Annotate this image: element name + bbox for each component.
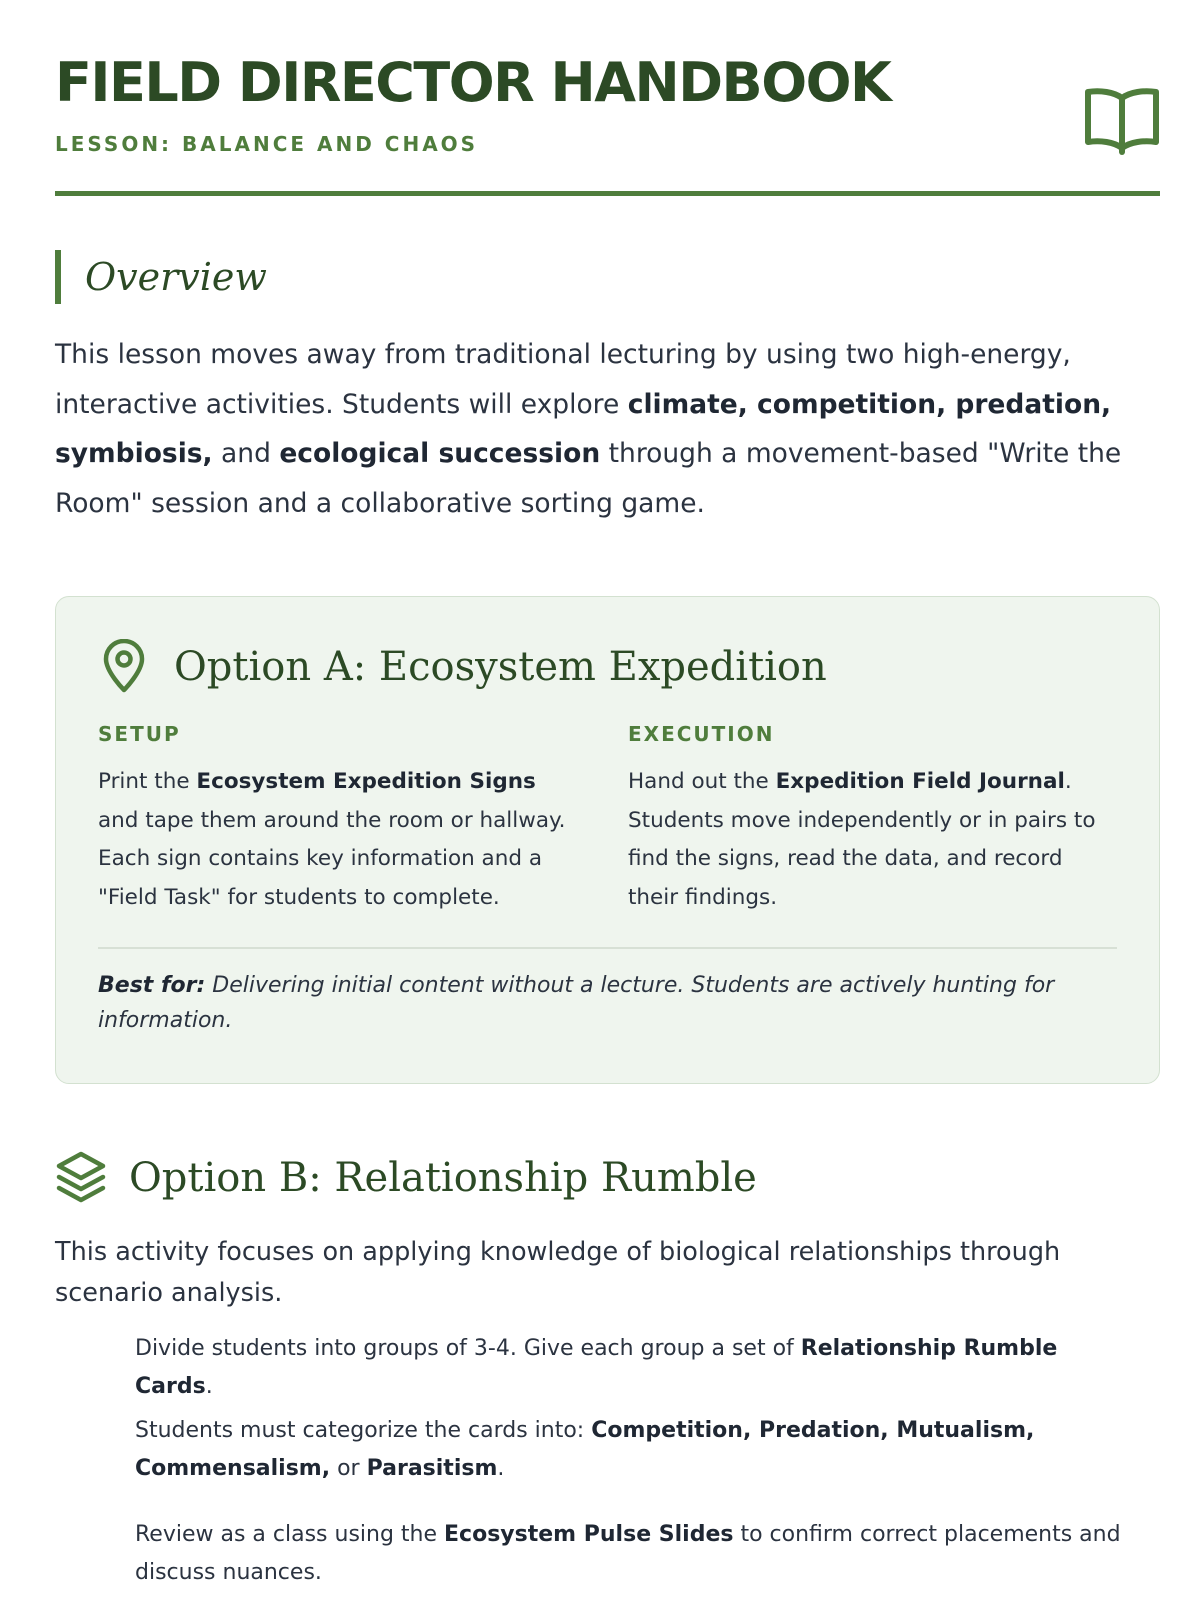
list-item: Students must categorize the cards into: Competition, Predation, Mutualism, Commensalism, or Parasitism. xyxy=(135,1418,1035,1481)
map-pin-icon xyxy=(100,639,148,693)
page-header xyxy=(55,0,1160,196)
setup-text: Print the Ecosystem Expedition Signs and tape them around the room or hallway. Each sign contains key information and a "Field Task" for students to complete. xyxy=(98,769,566,910)
list-item: Divide students into groups of 3-4. Give each group a set of Relationship Rumble Cards. xyxy=(135,1336,1058,1399)
option-b-intro: This activity focuses on applying knowledge of biological relationships through scenario analysis. xyxy=(55,1237,1061,1308)
option-b-title: Option B: Relationship Rumble xyxy=(129,1155,757,1201)
handbook-page xyxy=(55,0,1160,1585)
best-for-note: Best for: Delivering initial content without a lecture. Students are actively hunting for information. xyxy=(98,973,1055,1033)
setup-column xyxy=(98,721,578,917)
option-a-card xyxy=(55,596,1160,1084)
execution-label: EXECUTION xyxy=(628,722,775,746)
overview-paragraph: This lesson moves away from traditional lecturing by using two high-energy, interactive activities. Students will explore climate, competition, predation, symbiosis, and ecological succession through a movement-based "Write the Room" session and a collaborative sorting game. xyxy=(55,339,1122,519)
page-title: FIELD DIRECTOR HANDBOOK xyxy=(55,51,891,114)
option-a-title: Option A: Ecosystem Expedition xyxy=(174,644,827,690)
execution-column xyxy=(628,721,1108,917)
setup-label: SETUP xyxy=(98,722,181,746)
open-book-icon xyxy=(1084,84,1160,158)
execution-text: Hand out the Expedition Field Journal. Students move independently or in pairs to find the signs, read the data, and record their findings. xyxy=(628,769,1096,910)
card-divider xyxy=(98,947,1117,949)
overview-heading: Overview xyxy=(55,250,267,304)
lesson-subtitle: LESSON: BALANCE AND CHAOS xyxy=(55,132,479,156)
layers-icon xyxy=(55,1150,107,1204)
list-item: Review as a class using the Ecosystem Pulse Slides to confirm correct placements and discuss nuances. xyxy=(135,1522,1121,1585)
